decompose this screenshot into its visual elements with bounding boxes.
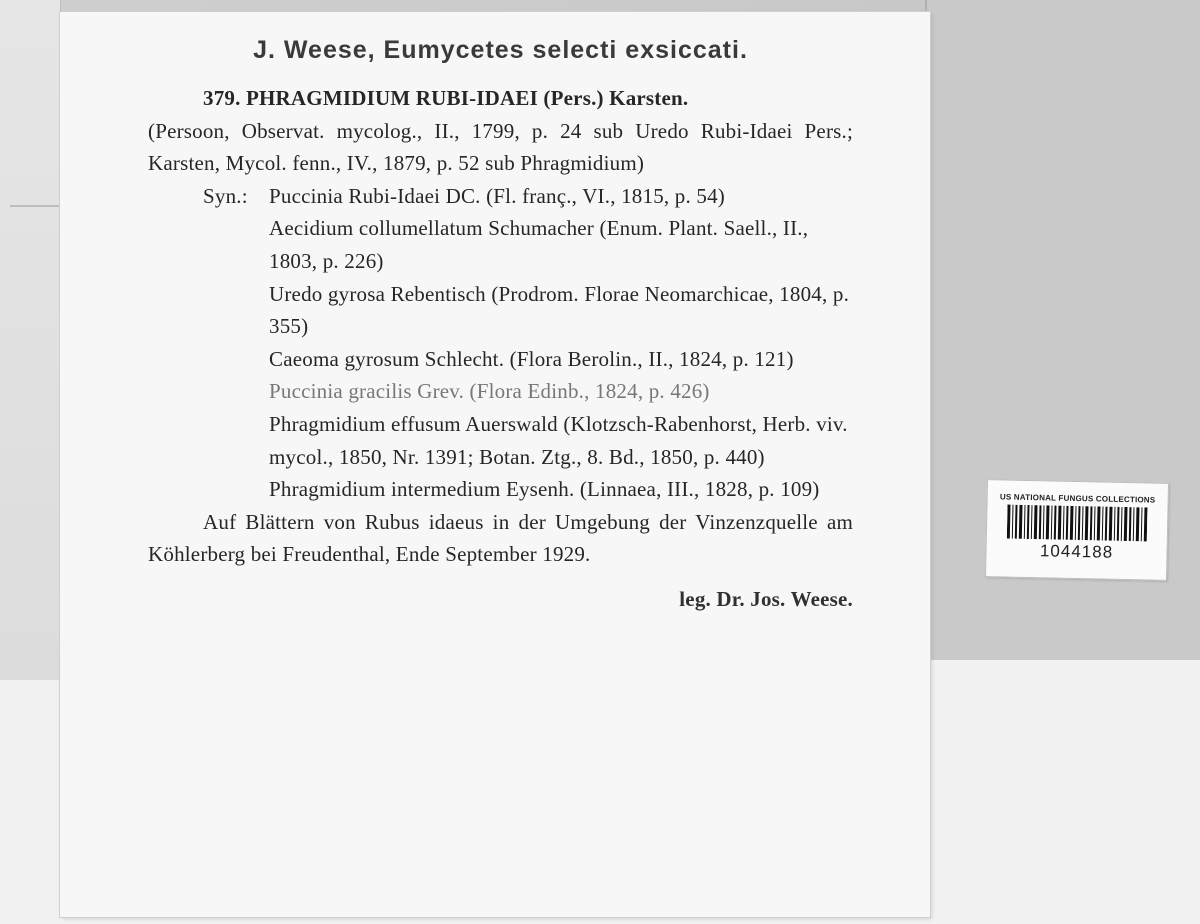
synonym-item: Phragmidium effusum Auerswald (Klotzsch-Rabenhorst, Herb. viv. mycol., 1850, Nr. 1391; Botan. Ztg., 8. Bd., 1850, p. 440) — [269, 411, 848, 469]
specimen-packet — [60, 12, 930, 917]
barcode-label — [985, 479, 1169, 581]
collection-name: US NATIONAL FUNGUS COLLECTIONS — [999, 492, 1156, 505]
species-citation: (Persoon, Observat. mycolog., II., 1799, p. 24 sub Uredo Rubi-Idaei Pers.; Karsten, Mycol. fenn., IV., 1879, p. 52 sub Phragmidium) — [148, 118, 853, 176]
synonyms-list — [269, 180, 853, 506]
collector-line: leg. Dr. Jos. Weese. — [679, 586, 853, 611]
packet-label-text — [148, 32, 853, 616]
synonym-item: Puccinia gracilis Grev. (Flora Edinb., 1824, p. 426) — [269, 379, 710, 404]
folder-seam — [10, 205, 60, 207]
folder-edge — [0, 0, 61, 680]
series-heading: J. Weese, Eumycetes selecti exsiccati. — [253, 36, 748, 64]
synonyms-label: Syn.: — [203, 183, 248, 208]
synonyms-label-text: Syn. — [203, 183, 242, 208]
synonym-item: Puccinia Rubi-Idaei DC. (Fl. franç., VI., 1815, p. 54) — [269, 183, 725, 208]
synonyms-block — [148, 180, 853, 506]
synonym-item: Uredo gyrosa Rebentisch (Prodrom. Florae Neomarchicae, 1804, p. 355) — [269, 281, 850, 339]
synonym-item: Caeoma gyrosum Schlecht. (Flora Berolin., II., 1824, p. 121) — [269, 346, 794, 371]
synonym-item: Aecidium collumellatum Schumacher (Enum. Plant. Saell., II., 1803, p. 226) — [269, 216, 809, 273]
habitat-locality: Auf Blättern von Rubus idaeus in der Umgebung der Vinzenzquelle am Köhlerberg bei Freudenthal, Ende September 1929. — [148, 509, 853, 567]
species-entry-title: 379. PHRAGMIDIUM RUBI-IDAEI (Pers.) Karsten. — [203, 86, 689, 110]
barcode-icon — [1007, 505, 1148, 542]
barcode-number: 1044188 — [1039, 541, 1114, 562]
synonym-item: Phragmidium intermedium Eysenh. (Linnaea, III., 1828, p. 109) — [269, 477, 820, 502]
